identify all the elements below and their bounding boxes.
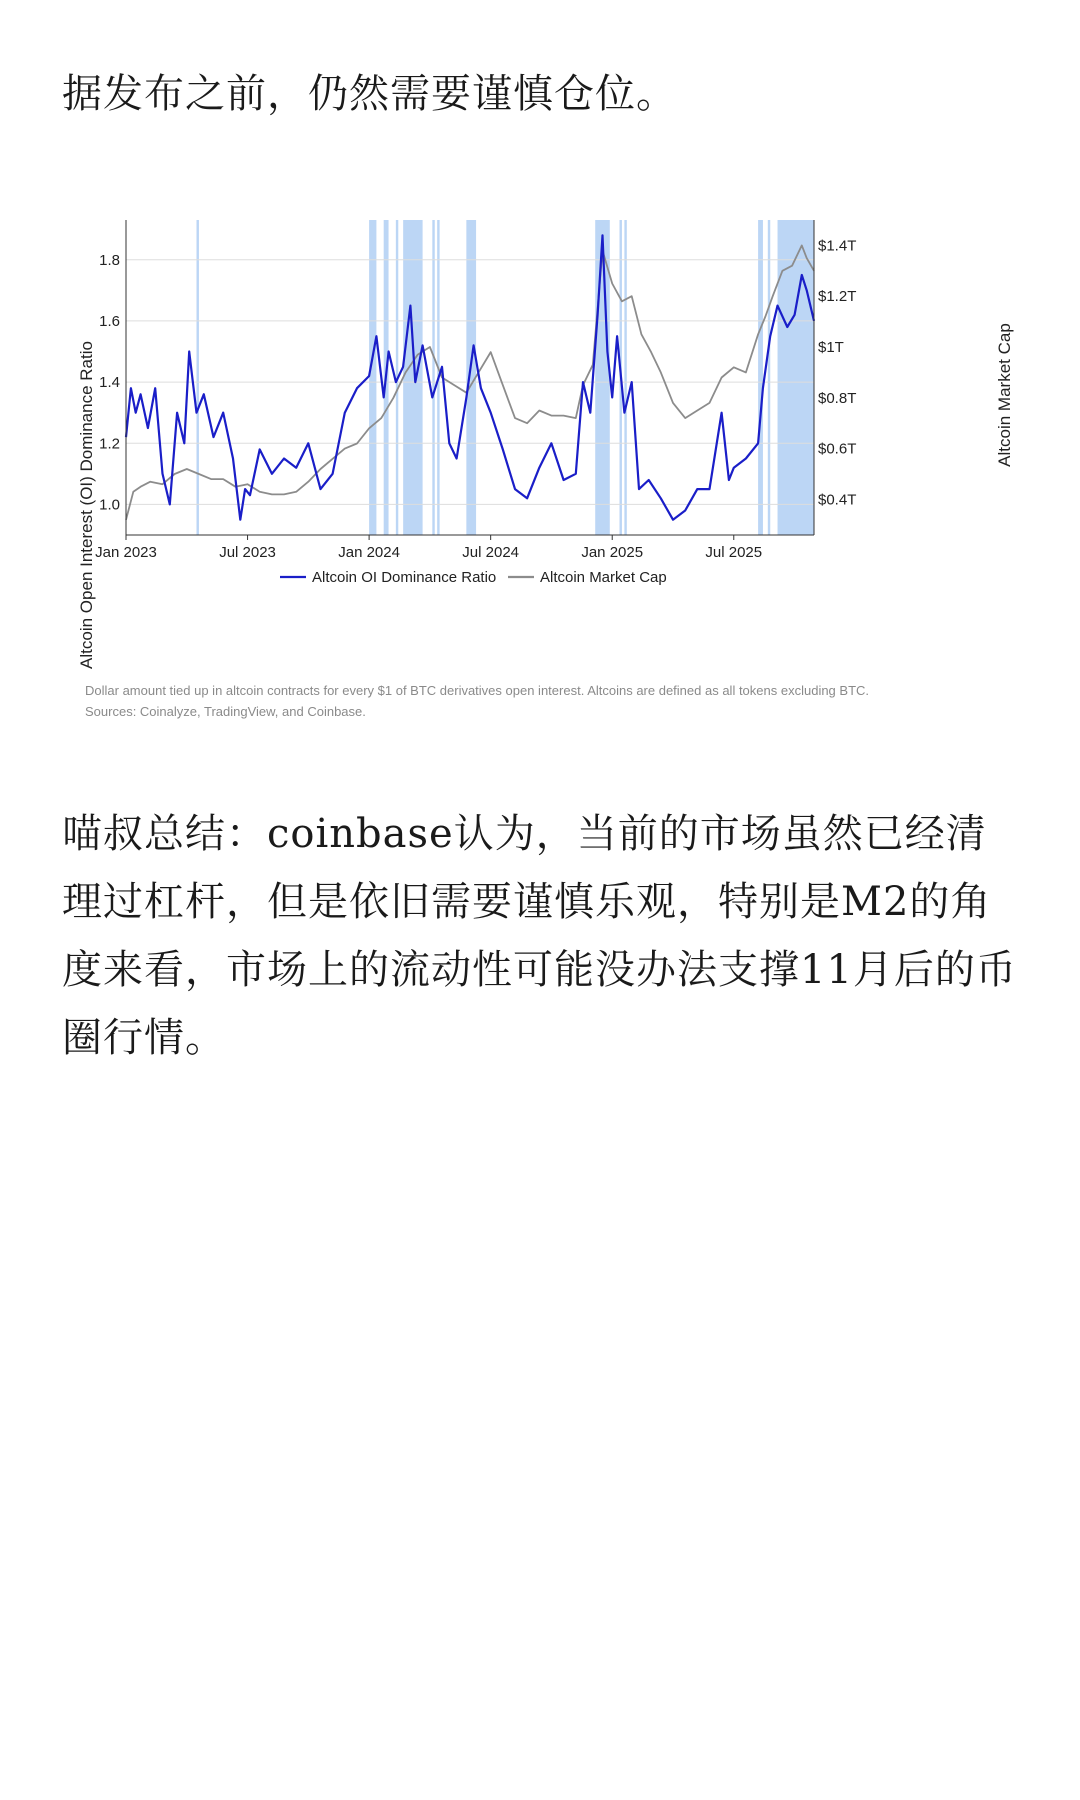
caption-line-2: Sources: Coinalyze, TradingView, and Coinbase. <box>85 704 366 719</box>
summary-paragraph: 喵叔总结：coinbase认为，当前的市场虽然已经清理过杠杆，但是依旧需要谨慎乐观，特别是M2的角度来看，市场上的流动性可能没办法支撑11月后的币圈行情。 <box>62 811 1017 1061</box>
y2-tick-label: $0.8T <box>818 389 857 407</box>
y-tick-label: 1.4 <box>99 374 120 392</box>
highlight-band <box>403 220 422 535</box>
highlight-band <box>432 220 434 535</box>
legend-label: Altcoin OI Dominance Ratio <box>312 569 497 586</box>
y2-tick-label: $1T <box>818 339 844 357</box>
x-tick-label: Jul 2025 <box>705 544 763 561</box>
intro-paragraph: 据发布之前，仍然需要谨慎仓位。 <box>62 71 677 117</box>
y2-axis-title: Altcoin Market Cap <box>995 323 1014 467</box>
x-tick-label: Jul 2023 <box>219 544 276 561</box>
highlight-band <box>369 220 376 535</box>
y-tick-label: 1.2 <box>99 435 120 453</box>
y-tick-label: 1.0 <box>99 496 120 514</box>
highlight-band <box>768 220 770 535</box>
y-tick-label: 1.6 <box>99 312 120 330</box>
x-tick-label: Jan 2023 <box>95 544 157 561</box>
y2-tick-label: $0.6T <box>818 440 857 458</box>
y2-tick-label: $1.2T <box>818 288 857 306</box>
y2-tick-label: $1.4T <box>818 237 857 255</box>
legend-label: Altcoin Market Cap <box>540 569 667 586</box>
y2-tick-label: $0.4T <box>818 491 857 509</box>
highlight-band <box>758 220 763 535</box>
y-tick-label: 1.8 <box>99 251 120 269</box>
chart-figure <box>70 210 1020 750</box>
x-tick-label: Jul 2024 <box>462 544 520 561</box>
caption-line-1: Dollar amount tied up in altcoin contracts for every $1 of BTC derivatives open interest. Altcoins are defined as all tokens excluding BTC. <box>85 683 870 698</box>
x-tick-label: Jan 2024 <box>338 544 400 561</box>
chart <box>70 210 1020 670</box>
highlight-band <box>624 220 626 535</box>
highlight-band <box>778 220 814 535</box>
highlight-band <box>197 220 199 535</box>
x-tick-label: Jan 2025 <box>581 544 644 561</box>
y-axis-title: Altcoin Open Interest (OI) Dominance Ratio <box>77 341 96 669</box>
legend <box>280 569 667 586</box>
